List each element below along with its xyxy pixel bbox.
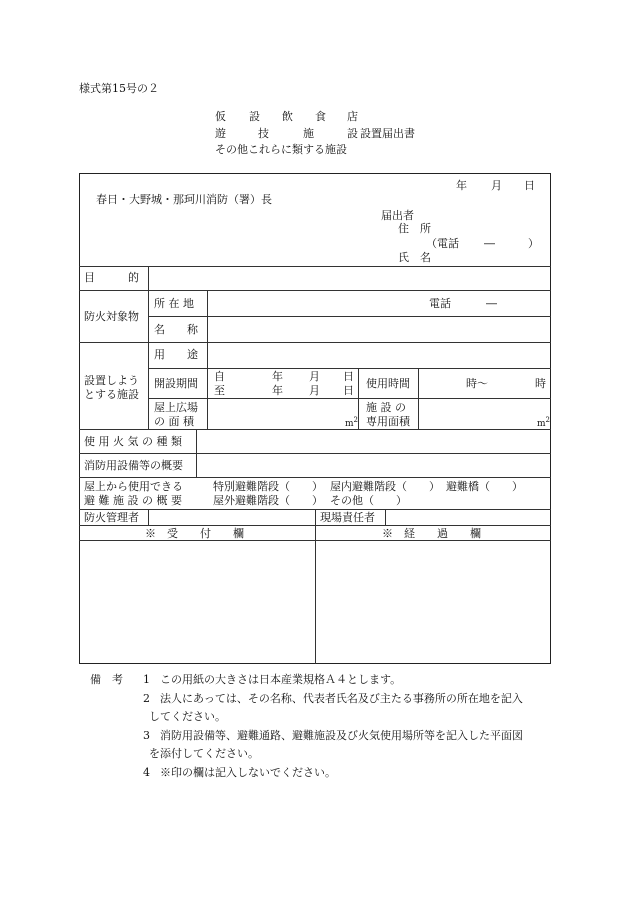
period-label: 開設期間	[154, 377, 198, 390]
divider	[196, 429, 197, 477]
evac-item: 避難橋（ ）	[446, 480, 523, 493]
divider	[79, 266, 551, 267]
addressee: 春日・大野城・那珂川消防（署）長	[96, 193, 272, 206]
divider	[79, 290, 551, 291]
phone-close: ）	[528, 237, 539, 250]
divider	[148, 398, 551, 399]
divider	[148, 316, 551, 317]
divider	[148, 509, 149, 525]
reception-label: ※ 受 付 欄	[145, 527, 244, 540]
progress-label: ※ 経 過 欄	[382, 527, 481, 540]
name-label: 氏 名	[398, 251, 431, 264]
period-year: 年	[272, 384, 283, 397]
note-text-cont: してください。	[149, 710, 226, 723]
site-manager-label: 現場責任者	[320, 511, 375, 524]
location-phone-dash: ―	[486, 297, 497, 310]
period-day: 日	[343, 370, 354, 383]
roof-area-label: の 面 積	[154, 415, 194, 428]
period-from: 自	[214, 370, 225, 383]
note-text-cont: を添付してください。	[149, 747, 259, 760]
divider	[79, 477, 551, 478]
evacuation-label: 避 難 施 設 の 概 要	[84, 494, 182, 507]
title-row3: その他これらに類する施設	[215, 143, 347, 156]
divider	[148, 290, 149, 429]
note-number: 3	[143, 729, 150, 742]
title-char: 飲	[282, 110, 293, 123]
evac-item: その他（ ）	[330, 494, 407, 507]
object-name-label: 名 称	[154, 323, 198, 336]
hours-label: 使用時間	[366, 377, 410, 390]
applicant-label: 届出者	[381, 209, 414, 222]
title-char: 設	[347, 127, 358, 140]
divider	[79, 429, 551, 430]
title-char: 仮	[215, 110, 226, 123]
note-text: 消防用設備等、避難通路、避難施設及び火気使用場所等を記入した平面図	[160, 729, 523, 742]
divider	[79, 453, 551, 454]
title-char: 遊	[215, 127, 226, 140]
note-number: 2	[143, 692, 150, 705]
evacuation-label: 屋上から使用できる	[84, 480, 183, 493]
date-month: 月	[491, 179, 502, 192]
title-char: 技	[258, 127, 269, 140]
period-to: 至	[214, 384, 225, 397]
title-char: 設	[249, 110, 260, 123]
notes-heading: 備 考	[90, 673, 123, 686]
divider	[79, 342, 551, 343]
divider	[358, 368, 359, 429]
title-char: 食	[315, 110, 326, 123]
period-month: 月	[309, 384, 320, 397]
roof-area-label: 屋上広場	[154, 401, 198, 414]
location-phone-label: 電話	[429, 297, 451, 310]
evac-item: 特別避難階段（ ）	[213, 480, 323, 493]
note-text: 法人にあっては、その名称、代表者氏名及び主たる事務所の所在地を記入	[160, 692, 523, 705]
title-char: 施	[303, 127, 314, 140]
note-number: 4	[143, 766, 150, 779]
hours-to: 時	[535, 377, 546, 390]
address-label: 住 所	[398, 222, 431, 235]
phone-open: （電話	[426, 237, 459, 250]
roof-area-unit: $m^2$	[345, 416, 359, 429]
hours-from: 時～	[466, 377, 488, 390]
facility-area-unit: $m^2$	[537, 416, 551, 429]
phone-dash: ―	[484, 237, 495, 250]
purpose-label: 目 的	[84, 271, 139, 284]
divider	[148, 368, 551, 369]
title-char: 店	[347, 110, 358, 123]
facility-group-label: とする施設	[84, 388, 139, 401]
location-label: 所 在 地	[154, 297, 194, 310]
equipment-label: 消防用設備等の概要	[84, 459, 183, 472]
date-year: 年	[456, 179, 467, 192]
divider	[418, 368, 419, 429]
evac-item: 屋内避難階段（ ）	[330, 480, 440, 493]
period-month: 月	[309, 370, 320, 383]
period-year: 年	[272, 370, 283, 383]
note-number: 1	[143, 673, 150, 686]
fire-use-label: 使 用 火 気 の 種 類	[84, 435, 182, 448]
use-label: 用 途	[154, 348, 198, 361]
divider	[207, 290, 208, 429]
divider	[385, 509, 386, 525]
fire-manager-label: 防火管理者	[84, 511, 139, 524]
note-text: ※印の欄は記入しないでください。	[160, 766, 336, 779]
period-day: 日	[343, 384, 354, 397]
fire-target-label: 防火対象物	[84, 310, 139, 323]
facility-area-label: 施 設 の	[366, 401, 406, 414]
divider	[148, 266, 149, 290]
evac-item: 屋外避難階段（ ）	[213, 494, 323, 507]
form-number: 様式第15号の２	[79, 82, 159, 95]
divider	[315, 509, 316, 664]
note-text: この用紙の大きさは日本産業規格Ａ４とします。	[160, 673, 402, 686]
facility-group-label: 設置しよう	[84, 374, 139, 387]
title-suffix: 設置届出書	[360, 127, 415, 140]
date-day: 日	[524, 179, 535, 192]
facility-area-label: 専用面積	[366, 415, 410, 428]
